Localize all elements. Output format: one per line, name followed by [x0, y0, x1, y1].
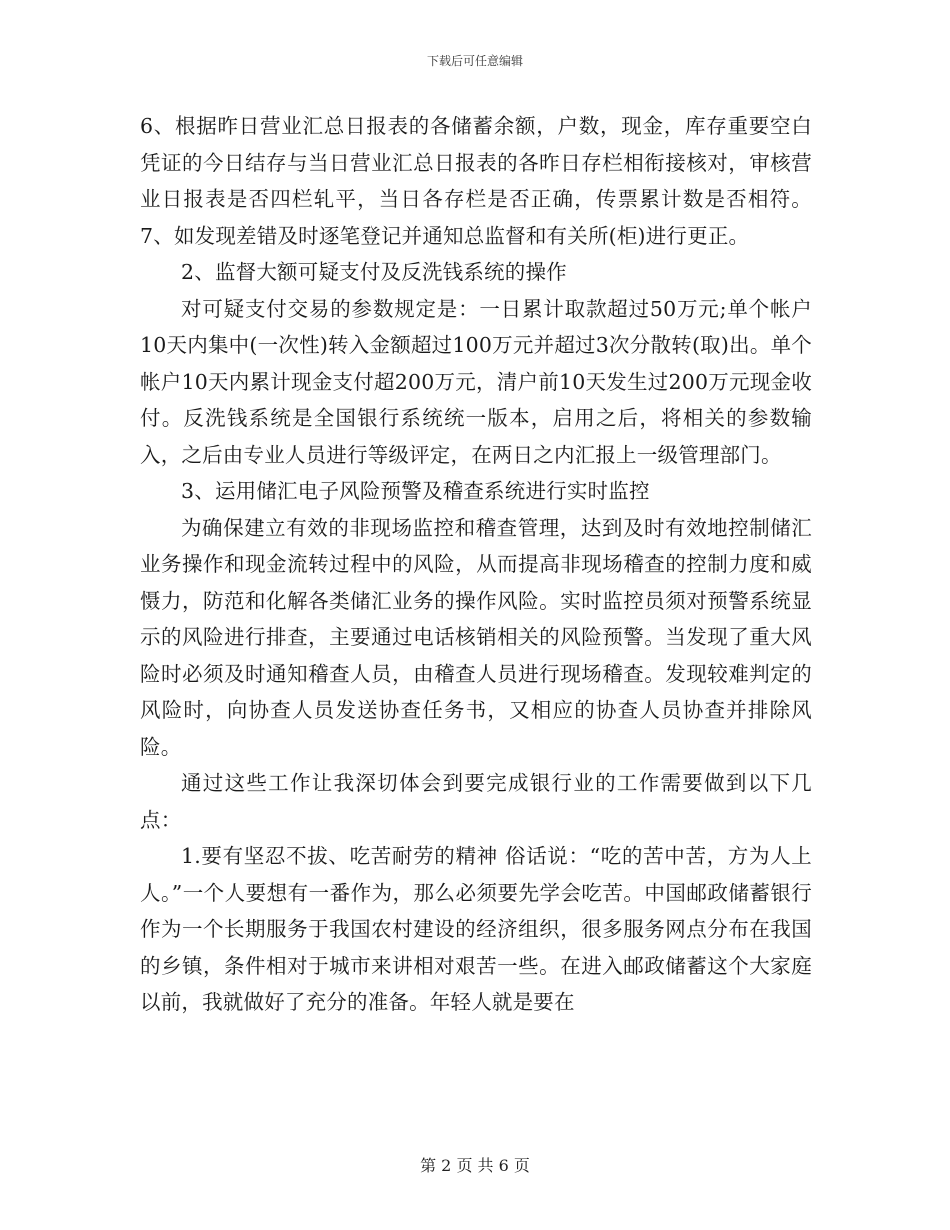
paragraph-item-6-7: 6、根据昨日营业汇总日报表的各储蓄余额，户数，现金，库存重要空白凭证的今日结存与当日营业汇总日报表的各昨日存栏相衔接核对，审核营业日报表是否四栏轧平，当日各存栏是否正确，传票累计数是否相符。 7、如发现差错及时逐笔登记并通知总监督和有关所(柜)进行更正。 — [140, 114, 812, 248]
paragraph-point-1: 1.要有坚忍不拔、吃苦耐劳的精神 俗话说：“吃的苦中苦，方为人上人。”一个人要想有一番作为，那么必须要先学会吃苦。中国邮政储蓄银行作为一个长期服务于我国农村建设的经济组织，很多服务网点分布在我国的乡镇，条件相对于城市来讲相对艰苦一些。在进入邮政储蓄这个大家庭以前，我就做好了充分的准备。年轻人就是要在 — [140, 844, 812, 1014]
paragraph-suspicious-payments: 对可疑支付交易的参数规定是：一日累计取款超过50万元;单个帐户10天内集中(一次性)转入金额超过100万元并超过3次分散转(取)出。单个帐户10天内累计现金支付超200万元，清户前10天发生过200万元现金收付。反洗钱系统是全国银行系统统一版本，启用之后，将相关的参数输入，之后由专业人员进行等级评定，在两日之内汇报上一级管理部门。 — [140, 296, 812, 467]
document-body — [140, 108, 812, 1021]
page-number: 第 2 页 共 6 页 — [420, 1156, 530, 1175]
paragraph-reflection-intro: 通过这些工作让我深切体会到要完成银行业的工作需要做到以下几点： — [140, 771, 812, 832]
section-heading-2: 2、监督大额可疑支付及反洗钱系统的操作 — [181, 260, 567, 284]
page-header: 下载后可任意编辑 — [426, 54, 523, 68]
paragraph-risk-monitoring: 为确保建立有效的非现场监控和稽查管理，达到及时有效地控制储汇业务操作和现金流转过程中的风险，从而提高非现场稽查的控制力度和威慑力，防范和化解各类储汇业务的操作风险。实时监控员须对预警系统显示的风险进行排查，主要通过电话核销相关的风险预警。当发现了重大风险时必须及时通知稽查人员，由稽查人员进行现场稽查。发现较难判定的风险时，向协查人员发送协查任务书，又相应的协查人员协查并排除风险。 — [140, 515, 812, 759]
section-heading-3: 3、运用储汇电子风险预警及稽查系统进行实时监控 — [181, 479, 650, 503]
